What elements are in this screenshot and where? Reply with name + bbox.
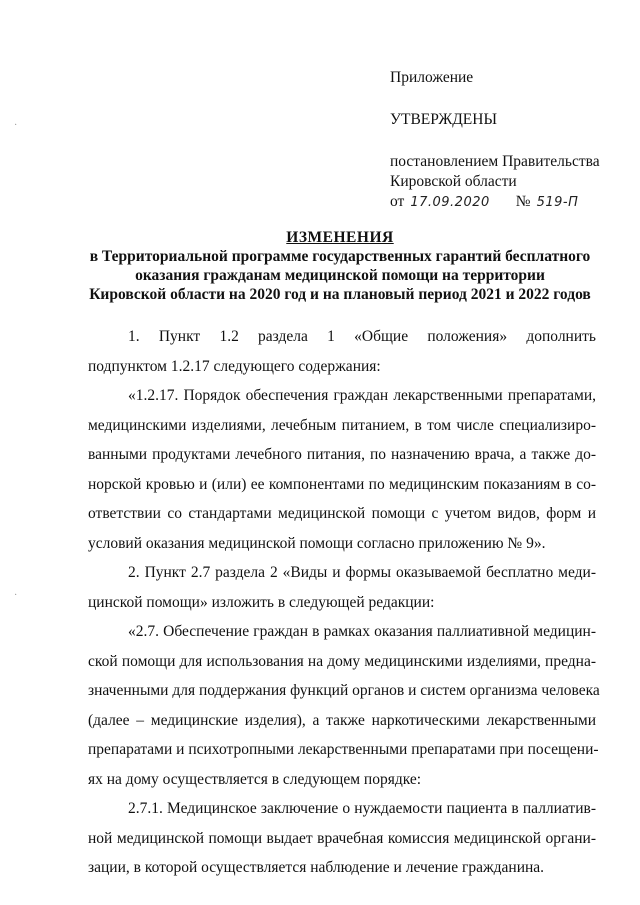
- paragraph-5-line-1: 2.7.1. Медицинское заключение о нуждаемости пациента в паллиатив-: [128, 800, 596, 817]
- handwritten-number: 519-П: [536, 195, 579, 210]
- paragraph-1-line-2: подпунктом 1.2.17 следующего содержания:: [88, 357, 381, 375]
- document-title: [80, 228, 600, 304]
- paragraph-2-line-6: условий оказания медицинской помощи согласно приложению № 9».: [88, 534, 546, 552]
- document-body: [88, 322, 600, 883]
- resolution-line-2: Кировской области: [390, 173, 517, 190]
- title-line-3: Кировской области на 2020 год и на плановый период 2021 и 2022 годов: [89, 286, 591, 303]
- date-number-row: [390, 192, 600, 213]
- paragraph-3-line-2: цинской помощи» изложить в следующей редакции:: [88, 593, 435, 611]
- title-main: ИЗМЕНЕНИЯ: [286, 229, 394, 246]
- title-line-2: оказания гражданам медицинской помощи на территории: [135, 267, 545, 284]
- paragraph-2-line-1: «1.2.17. Порядок обеспечения граждан лекарственными препаратами,: [128, 387, 596, 404]
- handwritten-date: 17.09.2020: [410, 195, 490, 210]
- paragraph-4-line-2: ской помощи для использования на дому медицинскими изделиями, предна-: [88, 652, 596, 670]
- paragraph-2-line-4: норской кровью и (или) ее компонентами по медицинским показаниям в со-: [88, 475, 596, 493]
- paragraph-5-line-3: зации, в которой осуществляется наблюдение и лечение гражданина.: [88, 859, 545, 876]
- approved-label: УТВЕРЖДЕНЫ: [390, 111, 497, 128]
- paragraph-4-line-3: значенными для поддержания функций органов и систем организма человека: [88, 682, 600, 699]
- scan-speck: ·: [14, 120, 18, 131]
- scan-speck: ·: [14, 590, 18, 601]
- paragraph-2-line-2: медицинскими изделиями, лечебным питанием, в том числе специализиро-: [88, 416, 596, 434]
- paragraph-4-line-4: (далее – медицинские изделия), а также наркотическими лекарственными: [88, 711, 596, 729]
- paragraph-4-line-6: ях на дому осуществляется в следующем порядке:: [88, 770, 422, 788]
- paragraph-4-line-1: «2.7. Обеспечение граждан в рамках оказания паллиативной медицин-: [128, 623, 596, 640]
- number-label: №: [515, 193, 531, 210]
- from-label: от: [390, 193, 405, 210]
- appendix-label: Приложение: [390, 69, 474, 86]
- paragraph-2-line-3: ванными продуктами лечебного питания, по назначению врача, а также до-: [88, 446, 596, 463]
- paragraph-3-line-1: 2. Пункт 2.7 раздела 2 «Виды и формы оказываемой бесплатно меди-: [128, 564, 596, 581]
- paragraph-4-line-5: препаратами и психотропными лекарственными препаратами при посещени-: [88, 741, 599, 758]
- approval-block: [390, 68, 600, 213]
- resolution-line-1: постановлением Правительства: [390, 153, 600, 170]
- paragraph-1-line-1: 1. Пункт 1.2 раздела 1 «Общие положения» дополнить: [128, 328, 596, 345]
- title-line-1: в Территориальной программе государственных гарантий бесплатного: [89, 248, 591, 265]
- paragraph-2-line-5: ответствии со стандартами медицинской помощи с учетом видов, форм и: [88, 505, 596, 522]
- paragraph-5-line-2: ной медицинской помощи выдает врачебная комиссия медицинской органи-: [88, 829, 596, 847]
